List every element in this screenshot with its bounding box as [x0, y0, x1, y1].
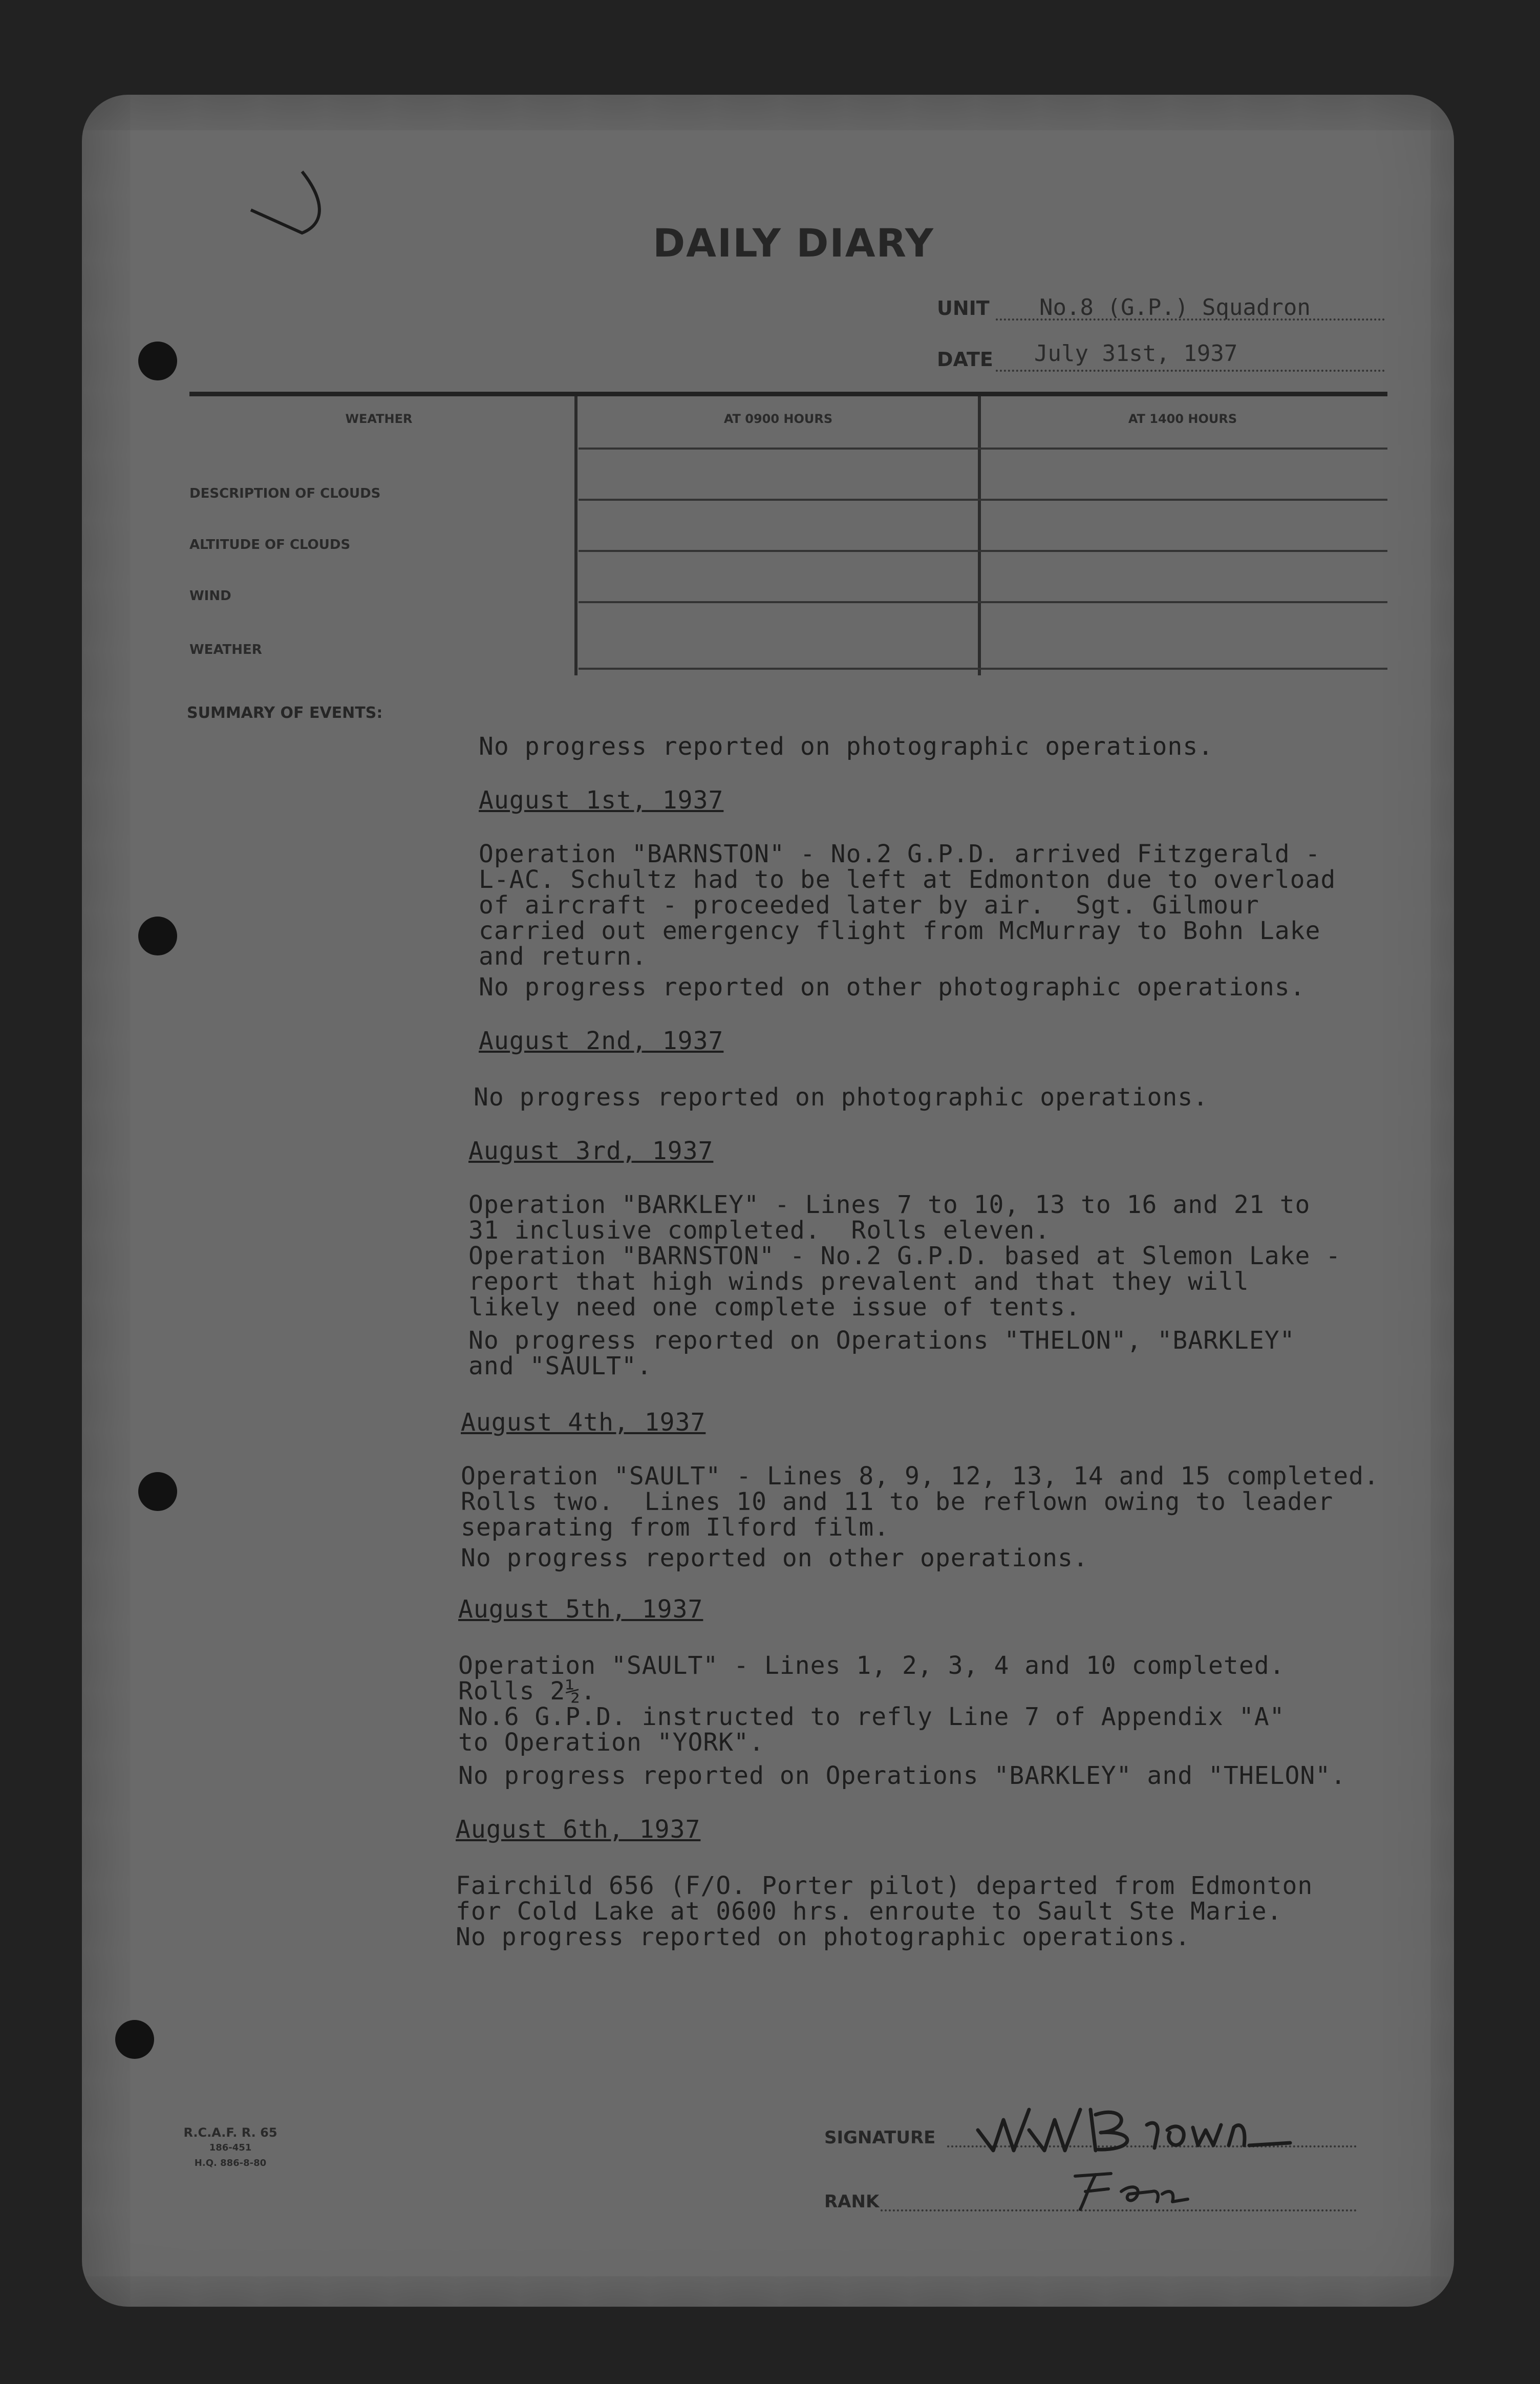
date-label: DATE	[937, 348, 993, 371]
rank-handwriting	[1065, 2163, 1198, 2215]
entry-date: August 2nd, 1937	[479, 1027, 724, 1055]
form-number	[154, 2125, 307, 2171]
entry-line: Operation "BARKLEY" - Lines 7 to 10, 13 to 16 and 21 to	[468, 1190, 1311, 1219]
0900-column-header: AT 0900 HOURS	[723, 412, 833, 426]
1400-column-header: AT 1400 HOURS	[1128, 412, 1237, 426]
entry-line: for Cold Lake at 0600 hrs. enroute to Sault Ste Marie.	[456, 1897, 1282, 1926]
table-divider	[978, 396, 981, 675]
table-rule	[579, 448, 1387, 450]
punch-hole	[115, 2020, 154, 2059]
entry-line: Fairchild 656 (F/O. Porter pilot) departed from Edmonton	[456, 1871, 1313, 1900]
entry-line: to Operation "YORK".	[458, 1728, 764, 1757]
entry-line: No progress reported on Operations "THELON", "BARKLEY"	[468, 1326, 1295, 1355]
weather-column-header: WEATHER	[345, 412, 413, 426]
entry-line: Operation "BARNSTON" - No.2 G.P.D. based at Slemon Lake -	[468, 1242, 1341, 1270]
punch-hole	[138, 342, 177, 380]
form-number-line: R.C.A.F. R. 65	[183, 2125, 277, 2140]
row-label-description-of-clouds: DESCRIPTION OF CLOUDS	[189, 486, 381, 501]
entry-line: Rolls 2½.	[458, 1677, 596, 1706]
entry-line: likely need one complete issue of tents.	[468, 1293, 1081, 1322]
entry-date: August 3rd, 1937	[468, 1137, 714, 1165]
unit-label: UNIT	[937, 297, 990, 320]
date-value: July 31st, 1937	[1034, 340, 1238, 367]
entry-line: Operation "SAULT" - Lines 1, 2, 3, 4 and 10 completed.	[458, 1651, 1285, 1680]
entry-line: of aircraft - proceeded later by air. Sgt. Gilmour	[479, 891, 1259, 920]
entry-line: No progress reported on Operations "BARKLEY" and "THELON".	[458, 1761, 1346, 1790]
entry-line: 31 inclusive completed. Rolls eleven.	[468, 1216, 1051, 1245]
signature-label: SIGNATURE	[824, 2127, 936, 2148]
weather-table	[189, 392, 1387, 671]
rank-label: RANK	[824, 2191, 880, 2212]
entry-date: August 4th, 1937	[461, 1408, 706, 1437]
page-title: DAILY DIARY	[653, 220, 934, 266]
entry-line: Rolls two. Lines 10 and 11 to be reflown owing to leader	[461, 1487, 1334, 1516]
form-number-line: 186-451	[209, 2142, 252, 2153]
entry-line: Operation "BARNSTON" - No.2 G.P.D. arrived Fitzgerald -	[479, 840, 1321, 868]
row-label-wind: WIND	[189, 588, 231, 604]
form-number-line: H.Q. 886-8-80	[194, 2158, 267, 2168]
row-label-weather: WEATHER	[189, 642, 262, 657]
pencil-mark	[241, 166, 343, 259]
entry-line: No progress reported on photographic operations.	[456, 1923, 1191, 1951]
table-rule	[579, 550, 1387, 552]
table-rule	[579, 499, 1387, 501]
summary-of-events-label: SUMMARY OF EVENTS:	[187, 704, 383, 722]
row-label-altitude-of-clouds: ALTITUDE OF CLOUDS	[189, 537, 351, 552]
entry-line: separating from Ilford film.	[461, 1513, 890, 1542]
entry-line: No progress reported on other photographic operations.	[479, 973, 1306, 1002]
entry-date: August 5th, 1937	[458, 1595, 703, 1624]
table-rule	[579, 601, 1387, 603]
entry-line: carried out emergency flight from McMurray to Bohn Lake	[479, 917, 1321, 945]
entry-date: August 6th, 1937	[456, 1815, 701, 1844]
entry-line: and "SAULT".	[468, 1352, 652, 1380]
punch-hole	[138, 1472, 177, 1511]
table-rule	[579, 668, 1387, 670]
entry-line: Operation "SAULT" - Lines 8, 9, 12, 13, 14 and 15 completed.	[461, 1462, 1379, 1491]
signature-handwriting	[973, 2094, 1306, 2161]
entry-line: No.6 G.P.D. instructed to refly Line 7 of Appendix "A"	[458, 1702, 1285, 1731]
entry-line: L-AC. Schultz had to be left at Edmonton due to overload	[479, 865, 1336, 894]
entry-date: August 1st, 1937	[479, 786, 724, 815]
unit-value: No.8 (G.P.) Squadron	[1039, 294, 1311, 321]
punch-hole	[138, 917, 177, 955]
table-divider	[574, 396, 578, 675]
entry-line: No progress reported on other operations.	[461, 1544, 1088, 1572]
entry-line: No progress reported on photographic operations.	[474, 1083, 1209, 1112]
entry-line: report that high winds prevalent and that they will	[468, 1267, 1249, 1296]
entry-line: and return.	[479, 942, 647, 971]
entry-line: No progress reported on photographic operations.	[479, 732, 1214, 761]
date-line	[996, 370, 1385, 372]
